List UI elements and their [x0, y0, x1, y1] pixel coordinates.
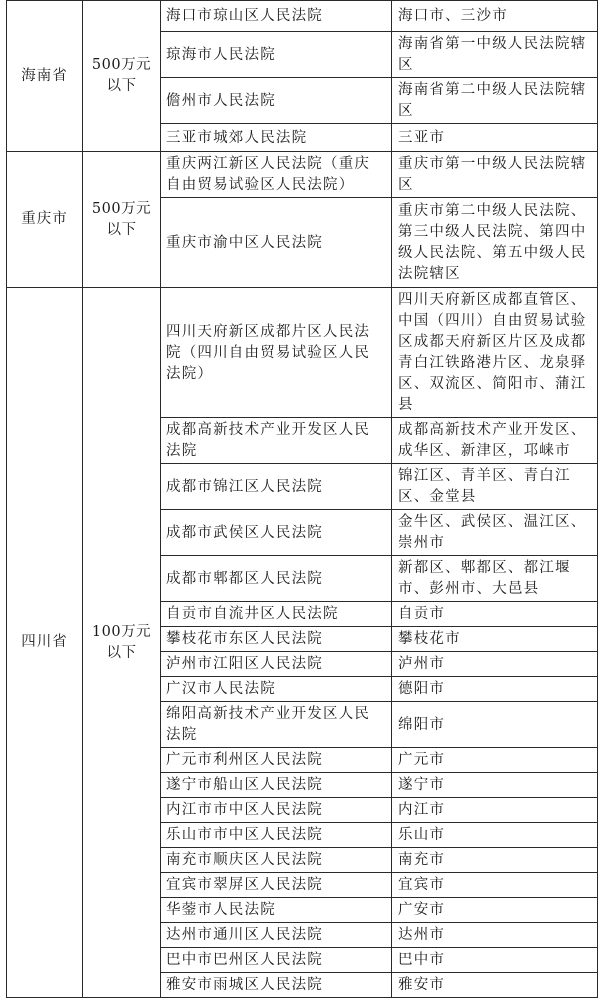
jurisdiction-cell: 三亚市	[392, 124, 598, 152]
court-name-cell: 成都市郫都区人民法院	[161, 556, 392, 602]
jurisdiction-cell: 锦江区、青羊区、青白江区、金堂县	[392, 464, 598, 510]
jurisdiction-cell: 巴中市	[392, 948, 598, 973]
court-name-cell: 儋州市人民法院	[161, 78, 392, 124]
jurisdiction-cell: 海南省第一中级人民法院辖区	[392, 32, 598, 78]
court-name-cell: 成都市武侯区人民法院	[161, 510, 392, 556]
jurisdiction-cell: 雅安市	[392, 973, 598, 998]
jurisdiction-cell: 泸州市	[392, 652, 598, 677]
court-name-cell: 巴中市巴州区人民法院	[161, 948, 392, 973]
table-body	[7, 1, 598, 998]
jurisdiction-cell: 广安市	[392, 898, 598, 923]
court-jurisdiction-table	[6, 0, 598, 998]
court-name-cell: 内江市市中区人民法院	[161, 798, 392, 823]
amount-limit-value: 100万元	[91, 623, 152, 640]
jurisdiction-cell: 攀枝花市	[392, 627, 598, 652]
court-name-cell: 三亚市城郊人民法院	[161, 124, 392, 152]
amount-limit-cell	[83, 288, 161, 998]
jurisdiction-cell: 达州市	[392, 923, 598, 948]
court-name-cell: 达州市通川区人民法院	[161, 923, 392, 948]
court-name-cell: 四川天府新区成都片区人民法院（四川自由贸易试验区人民法院）	[161, 288, 392, 418]
amount-limit-cell	[83, 1, 161, 152]
jurisdiction-cell: 成都高新技术产业开发区、成华区、新津区，邛崃市	[392, 418, 598, 464]
jurisdiction-cell: 重庆市第一中级人民法院辖区	[392, 152, 598, 198]
jurisdiction-cell: 海口市、三沙市	[392, 1, 598, 32]
jurisdiction-cell: 绵阳市	[392, 702, 598, 748]
jurisdiction-cell: 乐山市	[392, 823, 598, 848]
province-cell: 重庆市	[7, 152, 83, 288]
province-cell: 海南省	[7, 1, 83, 152]
jurisdiction-cell: 自贡市	[392, 602, 598, 627]
court-name-cell: 遂宁市船山区人民法院	[161, 773, 392, 798]
province-cell: 四川省	[7, 288, 83, 998]
court-name-cell: 南充市顺庆区人民法院	[161, 848, 392, 873]
jurisdiction-cell: 金牛区、武侯区、温江区、崇州市	[392, 510, 598, 556]
court-name-cell: 雅安市雨城区人民法院	[161, 973, 392, 998]
court-name-cell: 广元市利州区人民法院	[161, 748, 392, 773]
amount-limit-suffix: 以下	[106, 644, 137, 661]
court-name-cell: 绵阳高新技术产业开发区人民法院	[161, 702, 392, 748]
court-name-cell: 成都市锦江区人民法院	[161, 464, 392, 510]
jurisdiction-cell: 重庆市第二中级人民法院、第三中级人民法院、第四中级人民法院、第五中级人民法院辖区	[392, 198, 598, 288]
court-name-cell: 泸州市江阳区人民法院	[161, 652, 392, 677]
jurisdiction-cell: 南充市	[392, 848, 598, 873]
court-name-cell: 华蓥市人民法院	[161, 898, 392, 923]
jurisdiction-cell: 四川天府新区成都直管区、中国（四川）自由贸易试验区成都天府新区片区及成都青白江铁路港片区、龙泉驿区、双流区、简阳市、蒲江县	[392, 288, 598, 418]
court-name-cell: 宜宾市翠屏区人民法院	[161, 873, 392, 898]
court-name-cell: 琼海市人民法院	[161, 32, 392, 78]
amount-limit-suffix: 以下	[106, 221, 137, 238]
court-name-cell: 海口市琼山区人民法院	[161, 1, 392, 32]
jurisdiction-cell: 宜宾市	[392, 873, 598, 898]
table-row	[7, 1, 598, 32]
court-name-cell: 重庆两江新区人民法院（重庆自由贸易试验区人民法院）	[161, 152, 392, 198]
table-row	[7, 288, 598, 418]
jurisdiction-cell: 遂宁市	[392, 773, 598, 798]
amount-limit-value: 500万元	[91, 200, 152, 217]
court-name-cell: 重庆市渝中区人民法院	[161, 198, 392, 288]
court-name-cell: 自贡市自流井区人民法院	[161, 602, 392, 627]
table-row	[7, 152, 598, 198]
jurisdiction-cell: 海南省第二中级人民法院辖区	[392, 78, 598, 124]
jurisdiction-cell: 德阳市	[392, 677, 598, 702]
court-name-cell: 攀枝花市东区人民法院	[161, 627, 392, 652]
jurisdiction-cell: 广元市	[392, 748, 598, 773]
amount-limit-value: 500万元	[91, 57, 152, 73]
jurisdiction-cell: 新都区、郫都区、都江堰市、彭州市、大邑县	[392, 556, 598, 602]
amount-limit-cell	[83, 152, 161, 288]
amount-limit-suffix: 以下	[106, 78, 137, 94]
court-name-cell: 广汉市人民法院	[161, 677, 392, 702]
court-name-cell: 成都高新技术产业开发区人民法院	[161, 418, 392, 464]
court-name-cell: 乐山市市中区人民法院	[161, 823, 392, 848]
jurisdiction-cell: 内江市	[392, 798, 598, 823]
